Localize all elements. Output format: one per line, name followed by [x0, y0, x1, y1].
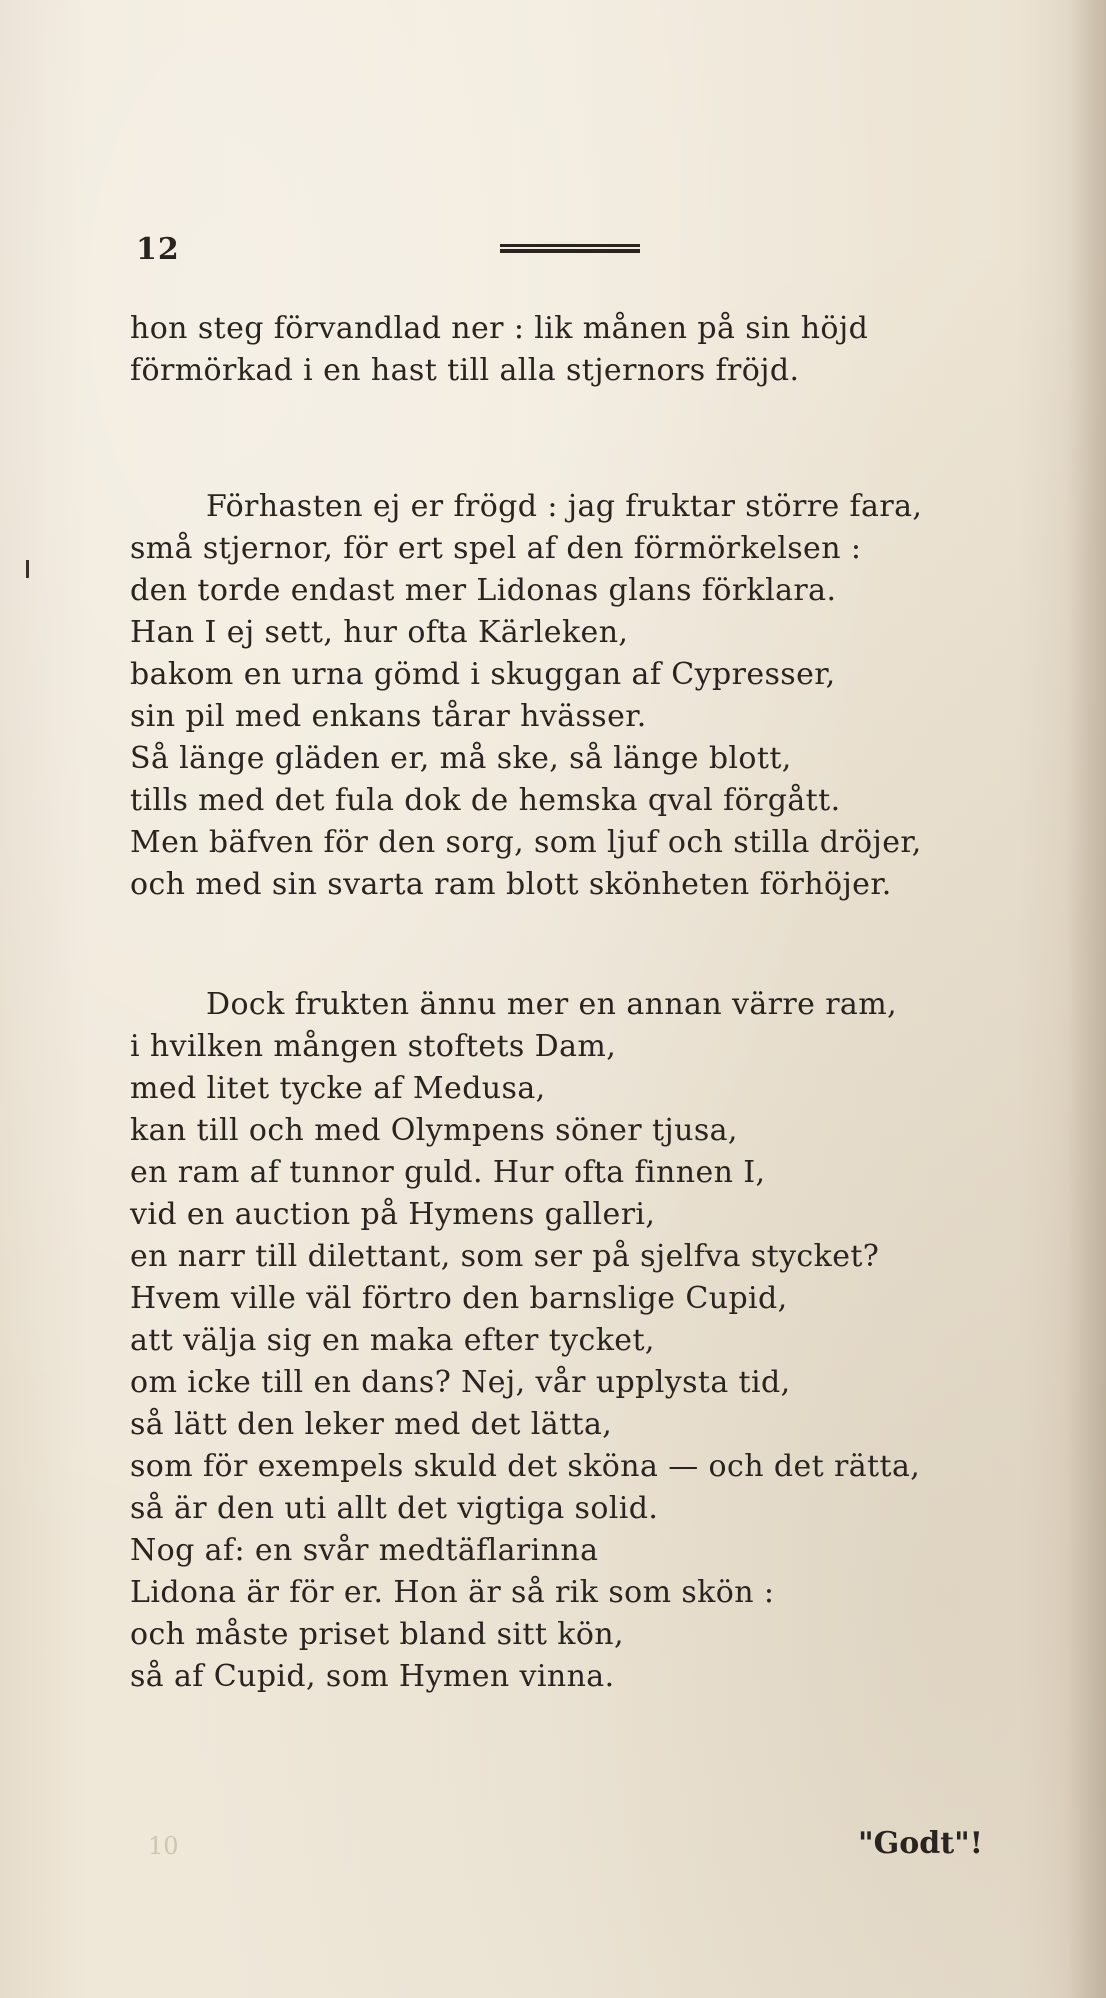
verse-line: Han I ej sett, hur ofta Kärleken, — [130, 615, 629, 650]
header-rule — [500, 244, 640, 254]
verse-line: Men bäfven för den sorg, som ljuf och stilla dröjer, — [130, 825, 922, 860]
verse-line: Nog af: en svår medtäflarinna — [130, 1533, 599, 1568]
verse-line: Förhasten ej er frögd : jag fruktar större fara, — [206, 489, 923, 524]
verse-line: och med sin svarta ram blott skönheten förhöjer. — [130, 867, 892, 902]
margin-mark — [26, 560, 29, 578]
stanza-1 — [130, 308, 1030, 392]
verse-line: en ram af tunnor guld. Hur ofta finnen I, — [130, 1155, 766, 1190]
verse-line: Dock frukten ännu mer en annan värre ram, — [206, 987, 898, 1022]
verse-line: vid en auction på Hymens galleri, — [130, 1197, 656, 1232]
verse-line: med litet tycke af Medusa, — [130, 1071, 546, 1106]
verse-line: sin pil med enkans tårar hvässer. — [130, 699, 647, 734]
page-number: 12 — [136, 232, 180, 267]
verse-line: och måste priset bland sitt kön, — [130, 1617, 624, 1652]
verse-line: så är den uti allt det vigtiga solid. — [130, 1491, 659, 1526]
verse-line: så lätt den leker med det lätta, — [130, 1407, 613, 1442]
verse-line: hon steg förvandlad ner : lik månen på sin höjd — [130, 311, 869, 346]
verse-line: den torde endast mer Lidonas glans förklara. — [130, 573, 837, 608]
verse-line: Så länge gläden er, må ske, så länge blott, — [130, 741, 792, 776]
verse-line: att välja sig en maka efter tycket, — [130, 1323, 655, 1358]
faded-page-mark: 10 — [148, 1832, 179, 1860]
verse-line: en narr till dilettant, som ser på sjelfva stycket? — [130, 1239, 880, 1274]
verse-line: som för exempels skuld det sköna — och det rätta, — [130, 1449, 921, 1484]
catchword: "Godt"! — [858, 1826, 983, 1861]
verse-line: tills med det fula dok de hemska qval förgått. — [130, 783, 841, 818]
verse-line: i hvilken mången stoftets Dam, — [130, 1029, 617, 1064]
verse-line: om icke till en dans? Nej, vår upplysta tid, — [130, 1365, 791, 1400]
verse-line: så af Cupid, som Hymen vinna. — [130, 1659, 615, 1694]
verse-line: Hvem ville väl förtro den barnslige Cupid, — [130, 1281, 788, 1316]
page-fold-shadow — [1066, 0, 1106, 1998]
verse-line: Lidona är för er. Hon är så rik som skön : — [130, 1575, 775, 1610]
verse-line: bakom en urna gömd i skuggan af Cypresser, — [130, 657, 836, 692]
verse-line: förmörkad i en hast till alla stjernors fröjd. — [130, 353, 800, 388]
verse-line: små stjernor, för ert spel af den förmörkelsen : — [130, 531, 862, 566]
verse-line: kan till och med Olympens söner tjusa, — [130, 1113, 738, 1148]
stanza-3 — [130, 984, 1030, 1698]
stanza-2 — [130, 486, 1030, 906]
